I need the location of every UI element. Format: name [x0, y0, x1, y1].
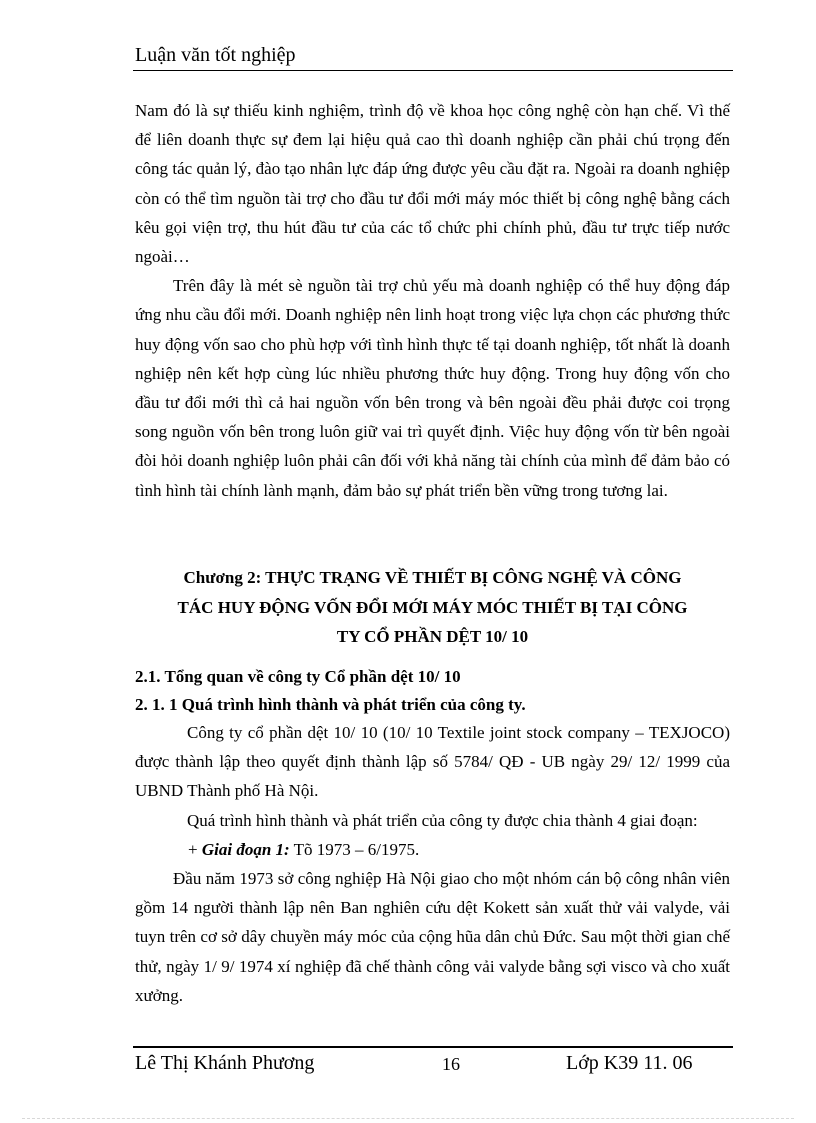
paragraph: Trên đây là mét sè nguồn tài trợ chủ yếu mà doanh nghiệp có thể huy động đáp ứng nhu cầu đổi mới. Doanh nghiệp nên linh hoạt trong việc lựa chọn các phương thức huy động vốn sao cho phù hợp với tình hình thực tế tại doanh nghiệp, tốt nhất là doanh nghiệp nên kết hợp cùng lúc nhiều phương thức huy động. Trong huy động vốn cho đầu tư đổi mới thì cả hai nguồn vốn bên trong và bên ngoài đều phải được coi trọng song nguồn vốn bên trong luôn giữ vai trì quyết định. Việc huy động vốn từ bên ngoài đòi hỏi doanh nghiệp luôn phải cân đối với khả năng tài chính của mình để đảm bảo có tình hình tài chính lành mạnh, đảm bảo sự phát triển bền vững trong tương lai. [135, 276, 730, 500]
intro-text [135, 96, 730, 505]
chapter-heading-line: TY CỔ PHẦN DỆT 10/ 10 [336, 627, 529, 646]
paragraph: Nam đó là sự thiếu kinh nghiệm, trình độ về khoa học công nghệ còn hạn chế. Vì thế để liên doanh thực sự đem lại hiệu quả cao thì doanh nghiệp cần phải chú trọng đến công tác quản lý, đào tạo nhân lực đáp ứng được yêu cầu đặt ra. Ngoài ra doanh nghiệp còn có thể tìm nguồn tài trợ cho đầu tư đổi mới máy móc thiết bị công nghệ bằng cách kêu gọi viện trợ, thu hút đầu tư của các tổ chức phi chính phủ, đầu tư trực tiếp nước ngoài… [135, 101, 730, 267]
paragraph: Công ty cổ phần dệt 10/ 10 (10/ 10 Textile joint stock company – TEXJOCO) được thành lập theo quyết định thành lập số 5784/ QĐ - UB ngày 29/ 12/ 1999 của UBND Thành phố Hà Nội. [135, 723, 730, 801]
paragraph: Đầu năm 1973 sở công nghiệp Hà Nội giao cho một nhóm cán bộ công nhân viên gồm 14 người thành lập nên Ban nghiên cứu dệt Kokett sản xuất thử vải valyde, vải tuyn trên cơ sở dây chuyền máy móc của cộng hũa dân chủ Đức. Sau một thời gian chế thử, ngày 1/ 9/ 1974 xí nghiệp đã chế thành công vải valyde bằng sợi visco và cho xuất xưởng. [135, 869, 730, 1005]
phase-line [135, 835, 730, 864]
subsection-heading: 2. 1. 1 Quá trình hình thành và phát triển của công ty. [135, 695, 526, 714]
section-heading: 2.1. Tổng quan về công ty Cổ phần dệt 10/ 10 [135, 667, 461, 686]
footer-rule [133, 1046, 733, 1048]
running-header-title: Luận văn tốt nghiệp [135, 44, 296, 66]
header-rule [133, 70, 733, 71]
phase-label: Giai đoạn 1: [201, 839, 290, 859]
footer-author: Lê Thị Khánh Phương [135, 1052, 315, 1074]
chapter-heading [135, 563, 730, 652]
paragraph: Quá trình hình thành và phát triển của công ty được chia thành 4 giai đoạn: [187, 810, 698, 830]
section-body [135, 718, 730, 1010]
phase-dates: Tõ 1973 – 6/1975. [289, 839, 420, 859]
chapter-heading-line: TÁC HUY ĐỘNG VỐN ĐỔI MỚI MÁY MÓC THIẾT BỊ TẠI CÔNG [177, 597, 688, 617]
page-number: 16 [442, 1054, 460, 1074]
page-edge [22, 1118, 794, 1119]
footer-class: Lớp K39 11. 06 [566, 1052, 693, 1074]
chapter-heading-line: Chương 2: THỰC TRẠNG VỀ THIẾT BỊ CÔNG NGHỆ VÀ CÔNG [183, 568, 682, 587]
phase-prefix: + [188, 839, 202, 859]
